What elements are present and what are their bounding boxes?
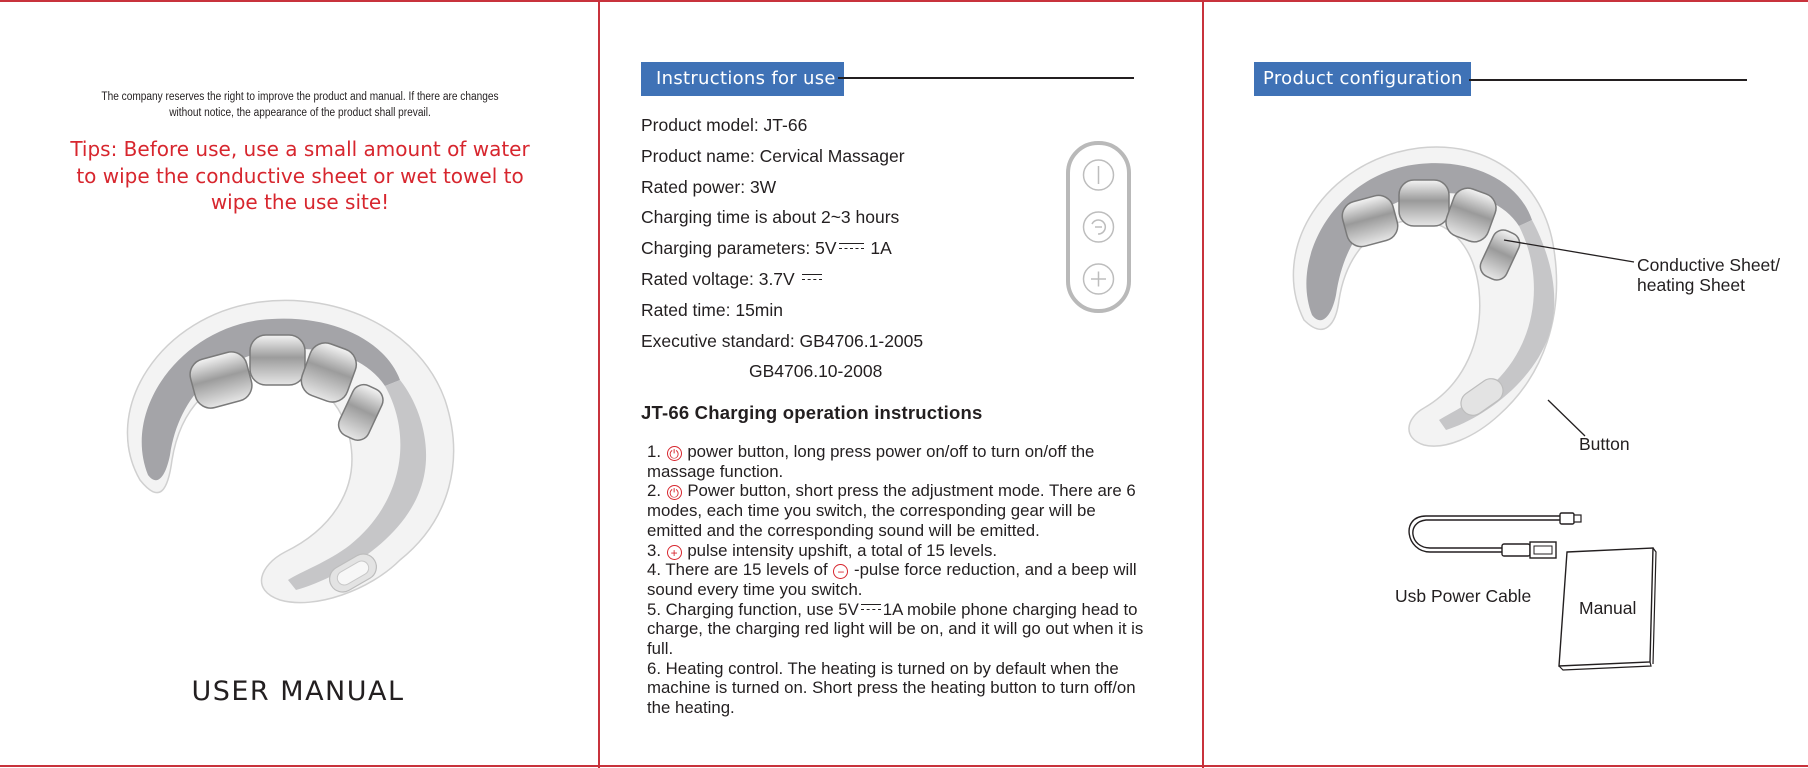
dc-symbol-icon xyxy=(802,274,822,283)
dc-symbol-icon xyxy=(861,604,881,613)
label-button: Button xyxy=(1579,434,1630,454)
step-number: 3. xyxy=(647,540,661,560)
label-line: heating Sheet xyxy=(1637,275,1746,295)
controller-diagram xyxy=(1065,140,1135,315)
label-conductive-sheet xyxy=(1637,255,1780,295)
spec-charging-time: Charging time is about 2~3 hours xyxy=(641,207,900,228)
step-5 xyxy=(647,600,1147,659)
step-text: 1A mobile phone charging head to charge, the charging red light will be on, and it will go out when it is full. xyxy=(647,599,1144,659)
instructions-panel xyxy=(600,0,1202,768)
label-line: Conductive Sheet/ xyxy=(1637,255,1781,275)
label-usb-cable: Usb Power Cable xyxy=(1395,586,1532,606)
document-title: USER MANUAL xyxy=(191,676,405,707)
spec-standard: Executive standard: GB4706.1-2005 xyxy=(641,330,924,351)
configuration-heading: Product configuration xyxy=(1254,62,1471,96)
notice-line: The company reserves the right to improve the product and manual. If there are changes xyxy=(101,91,499,103)
tips-line: wipe the use site! xyxy=(210,190,390,214)
spec-power: Rated power: 3W xyxy=(641,176,777,197)
spec-name: Product name: Cervical Massager xyxy=(641,145,905,166)
configuration-panel xyxy=(1204,0,1808,768)
step-1 xyxy=(647,442,1147,481)
plus-icon: + xyxy=(667,545,682,560)
spec-charging-params xyxy=(641,233,923,264)
power-icon: ⏻ xyxy=(667,485,682,500)
minus-icon: − xyxy=(833,564,848,579)
dc-symbol-icon xyxy=(839,243,864,252)
notice-line: without notice, the appearance of the product shall prevail. xyxy=(169,107,431,119)
spec-standard-2: GB4706.10-2008 xyxy=(749,361,883,382)
spec-charging-params-current: 1A xyxy=(865,238,892,259)
step-text: Power button, short press the adjustment mode. There are 6 modes, each time you switch, the corresponding gear will be emitted and the corresponding sound will be emitted. xyxy=(647,481,1136,540)
step-4 xyxy=(647,560,1147,599)
cover-panel xyxy=(0,0,598,768)
power-icon: ⏻ xyxy=(667,446,682,461)
step-text: 5. Charging function, use 5V xyxy=(647,599,859,619)
spec-voltage-text: Rated voltage: 3.7V xyxy=(641,268,795,289)
tips-line: to wipe the conductive sheet or wet towel to xyxy=(76,163,524,188)
instructions-heading: Instructions for use xyxy=(641,62,844,96)
step-number: 2. xyxy=(647,481,661,501)
step-text: pulse intensity upshift, a total of 15 levels. xyxy=(682,540,998,560)
usage-tips xyxy=(40,136,560,216)
label-manual: Manual xyxy=(1579,598,1637,618)
operation-steps xyxy=(647,442,1147,718)
charging-instructions-title: JT-66 Charging operation instructions xyxy=(641,402,983,423)
disclaimer-notice xyxy=(71,89,529,121)
step-3 xyxy=(647,541,1147,561)
tips-line: Tips: Before use, use a small amount of water xyxy=(70,137,530,161)
spec-rated-time: Rated time: 15min xyxy=(641,299,784,320)
step-number: 1. xyxy=(647,442,661,461)
spec-model: Product model: JT-66 xyxy=(641,115,808,135)
step-2 xyxy=(647,481,1147,540)
neck-massager-image xyxy=(100,290,480,620)
specifications-list xyxy=(641,110,923,387)
spec-voltage xyxy=(641,264,923,295)
heading-rule xyxy=(838,77,1134,79)
spec-charging-params-text: Charging parameters: 5V xyxy=(641,238,837,259)
step-text: 4. There are 15 levels of xyxy=(647,560,828,580)
step-text: -pulse force reduction, and a beep will sound every time you switch. xyxy=(647,560,1137,599)
callout-lines xyxy=(1204,0,1808,768)
step-6: 6. Heating control. The heating is turned on by default when the machine is turned on. Short press the heating button to turn off/on the heating. xyxy=(647,658,1136,718)
step-text: power button, long press power on/off to turn on/off the massage function. xyxy=(647,442,1095,481)
